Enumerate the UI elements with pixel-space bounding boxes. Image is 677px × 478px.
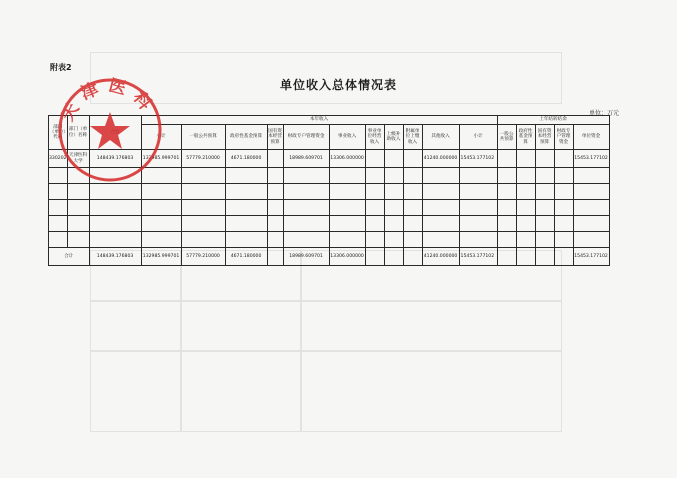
header-prev-unit-funds: 单位资金 xyxy=(573,125,609,150)
empty-row xyxy=(49,200,610,216)
bleed-through-box xyxy=(90,250,562,432)
cell-state-capital xyxy=(267,150,283,168)
total-operating-income xyxy=(365,248,384,266)
total-cur-total: 132985.999701 xyxy=(141,248,181,266)
cell-cur-total: 132985.999701 xyxy=(141,150,181,168)
cell-fiscal-special: 18989.609701 xyxy=(283,150,329,168)
header-prev-general-budget: 一般公共预算 xyxy=(497,125,516,150)
header-gov-fund: 政府性基金预算 xyxy=(225,125,267,150)
cell-prev-fiscal-special xyxy=(554,150,573,168)
total-prev-gov-fund xyxy=(516,248,535,266)
total-prev-state-capital xyxy=(535,248,554,266)
cell-prev-general-budget xyxy=(497,150,516,168)
header-state-capital: 国有资本经营预算 xyxy=(267,125,283,150)
total-affiliated-income xyxy=(403,248,422,266)
cell-gov-fund: 4671.180000 xyxy=(225,150,267,168)
official-seal xyxy=(56,76,164,184)
total-prev-total: 15453.177102 xyxy=(459,248,497,266)
cell-affiliated-income xyxy=(403,150,422,168)
header-general-budget: 一般公共预算 xyxy=(181,125,225,150)
header-dept-code: 部门（单位）代码 xyxy=(49,116,68,150)
cell-business-income: 13306.000000 xyxy=(329,150,365,168)
bleed-through-box xyxy=(90,350,562,352)
header-current-year-income: 本年收入 xyxy=(141,116,497,125)
header-prev-state-capital: 国有资本经营预算 xyxy=(535,125,554,150)
total-other-income: 41240.000000 xyxy=(422,248,459,266)
cell-prev-total: 15453.177102 xyxy=(459,150,497,168)
bleed-through-box xyxy=(90,300,562,302)
page-title: 单位收入总体情况表 xyxy=(279,78,397,92)
cell-prev-unit-funds: 15453.177102 xyxy=(573,150,609,168)
empty-row xyxy=(49,216,610,232)
total-label: 合计 xyxy=(49,248,90,266)
header-affiliated-income: 附属单位上缴收入 xyxy=(403,125,422,150)
header-business-income: 事业收入 xyxy=(329,125,365,150)
cell-name: 天津医科大学 xyxy=(67,150,89,168)
header-operating-income: 事业单位经营收入 xyxy=(365,125,384,150)
total-state-capital xyxy=(267,248,283,266)
cell-code: 330202 xyxy=(49,150,68,168)
total-total: 148439.176803 xyxy=(89,248,141,266)
header-prev-fiscal-special: 财政专户管理资金 xyxy=(554,125,573,150)
total-row xyxy=(49,248,610,266)
header-prev-carryover: 上年结转结余 xyxy=(497,116,609,125)
seal-text: 天津医科 xyxy=(57,76,160,125)
cell-general-budget: 57779.210000 xyxy=(181,150,225,168)
total-general-budget: 57779.210000 xyxy=(181,248,225,266)
cell-superior-subsidy xyxy=(384,150,403,168)
header-superior-subsidy: 上级补助收入 xyxy=(384,125,403,150)
appendix-label: 附表2 xyxy=(50,63,72,72)
empty-row xyxy=(49,184,610,200)
cell-prev-state-capital xyxy=(535,150,554,168)
seal-star-icon xyxy=(90,112,130,149)
total-prev-general-budget xyxy=(497,248,516,266)
cell-other-income: 41240.000000 xyxy=(422,150,459,168)
total-prev-unit-funds: 15453.177102 xyxy=(573,248,609,266)
cell-total: 148439.176803 xyxy=(89,150,141,168)
header-prev-total: 小计 xyxy=(459,125,497,150)
unit-label: 单位：万元 xyxy=(588,110,619,117)
header-cur-total: 小计 xyxy=(141,125,181,150)
bleed-through-box xyxy=(180,250,182,432)
cell-operating-income xyxy=(365,150,384,168)
bleed-through-box xyxy=(300,250,302,432)
total-gov-fund: 4671.180000 xyxy=(225,248,267,266)
total-prev-fiscal-special xyxy=(554,248,573,266)
header-prev-gov-fund: 政府性基金预算 xyxy=(516,125,535,150)
total-superior-subsidy xyxy=(384,248,403,266)
header-dept-name: 部门（单位）名称 xyxy=(67,116,89,150)
empty-row xyxy=(49,232,610,248)
header-other-income: 其他收入 xyxy=(422,125,459,150)
total-fiscal-special: 18989.609701 xyxy=(283,248,329,266)
cell-prev-gov-fund xyxy=(516,150,535,168)
header-fiscal-special: 财政专户管理资金 xyxy=(283,125,329,150)
total-business-income: 13306.000000 xyxy=(329,248,365,266)
